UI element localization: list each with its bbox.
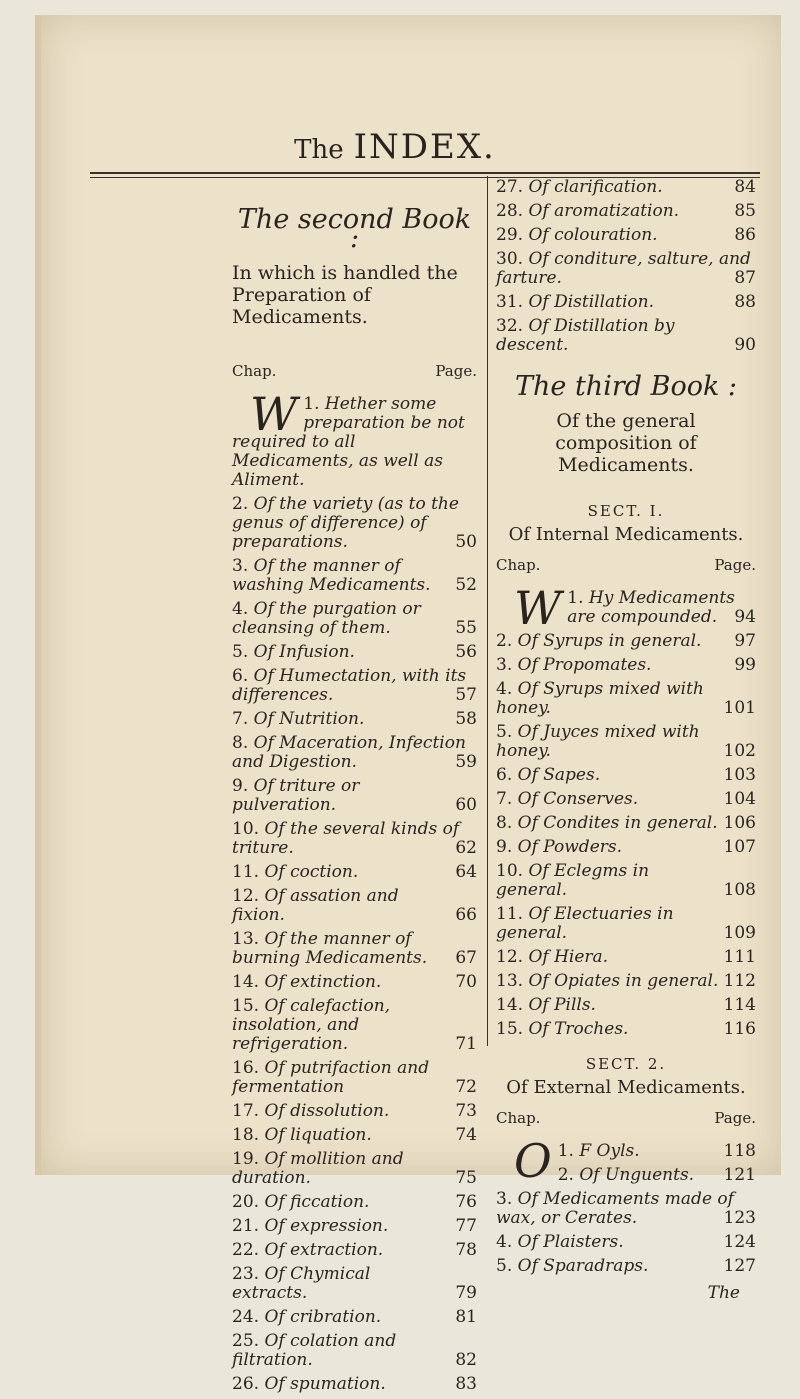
index-entry — [496, 656, 756, 675]
entry-page-number: 75 — [455, 1168, 477, 1188]
entry-title: Of Eclegms in general. — [496, 861, 650, 900]
index-entry — [232, 643, 477, 662]
left-column — [232, 200, 477, 1399]
page-header — [195, 127, 595, 167]
entry-page-number: 118 — [723, 1141, 756, 1161]
entry-title: Of the several kinds of triture. — [232, 819, 460, 858]
entry-page-number: 116 — [723, 1019, 756, 1039]
entry-page-number: 111 — [723, 947, 756, 967]
index-entry — [496, 632, 756, 651]
entry-page-number: 114 — [723, 995, 756, 1015]
entry-title: Of Pills. — [528, 995, 596, 1015]
section-two-entries — [496, 1134, 756, 1276]
entry-number: 16. — [232, 1058, 260, 1078]
drop-capital: O — [514, 1134, 552, 1188]
right-column — [496, 178, 756, 1303]
index-entry — [496, 178, 756, 197]
entry-page-number: 108 — [723, 880, 756, 900]
chap-label: Chap. — [496, 1109, 541, 1127]
right-column-heading-two — [496, 1109, 756, 1128]
entry-title: Of Medicaments made of wax, or Cerates. — [496, 1189, 734, 1228]
index-entry — [232, 387, 477, 490]
entry-title: Of mollition and duration. — [232, 1149, 404, 1188]
entry-number: 8. — [496, 813, 513, 833]
index-entry — [496, 972, 756, 991]
catchword-row — [496, 1281, 756, 1303]
index-entry — [232, 1332, 477, 1370]
entry-number: 12. — [496, 947, 524, 967]
index-entry — [232, 930, 477, 968]
entry-title: F Oyls. — [579, 1141, 640, 1161]
entry-number: 8. — [232, 733, 249, 753]
entry-number: 6. — [496, 765, 513, 785]
entry-title: Of assation and fixion. — [232, 886, 399, 925]
index-entry — [232, 1059, 477, 1097]
entry-number: 7. — [496, 789, 513, 809]
index-entry — [232, 1308, 477, 1327]
entry-title: Of Opiates in general. — [528, 971, 719, 991]
index-entry — [232, 1375, 477, 1394]
entry-number: 2. — [232, 494, 249, 514]
entry-title: Of Plaisters. — [517, 1232, 624, 1252]
entry-title: Of conditure, salture, and farture. — [496, 249, 751, 288]
index-entry — [496, 723, 756, 761]
index-entry — [496, 996, 756, 1015]
entry-number: 14. — [232, 972, 260, 992]
index-entry — [496, 202, 756, 221]
entry-number: 5. — [496, 722, 513, 742]
entry-number: 14. — [496, 995, 524, 1015]
entry-page-number: 72 — [455, 1077, 477, 1097]
section-two-label: SECT. 2. — [585, 1055, 667, 1073]
index-entry — [496, 905, 756, 943]
entry-page-number: 124 — [723, 1232, 756, 1252]
entry-number: 25. — [232, 1331, 260, 1351]
chap-label: Chap. — [496, 556, 541, 574]
entry-page-number: 90 — [734, 335, 756, 355]
entry-page-number: 88 — [734, 292, 756, 312]
second-book-description: In which is handled the Preparation of Medicaments. — [232, 262, 458, 328]
entry-page-number: 82 — [455, 1350, 477, 1370]
index-entry — [232, 557, 477, 595]
entry-number: 5. — [232, 642, 249, 662]
entry-title: Of Infusion. — [253, 642, 355, 662]
entry-title: Of dissolution. — [264, 1101, 390, 1121]
entry-number: 13. — [232, 929, 260, 949]
index-entry — [232, 863, 477, 882]
entry-page-number: 59 — [455, 752, 477, 772]
entry-number: 19. — [232, 1149, 260, 1169]
entry-title: Of Juyces mixed with honey. — [496, 722, 700, 761]
entry-page-number: 58 — [455, 709, 477, 729]
entry-page-number: 60 — [455, 795, 477, 815]
entry-title: Of the manner of burning Medicaments. — [232, 929, 428, 968]
entry-number: 9. — [496, 837, 513, 857]
right-column-heading — [496, 556, 756, 575]
column-divider — [487, 176, 488, 1046]
index-entry — [232, 820, 477, 858]
entry-title: Hether some preparation be not required to all Medicaments, as well as Aliment. — [232, 394, 465, 490]
entry-title: Of ficcation. — [264, 1192, 370, 1212]
catchword: The — [707, 1283, 740, 1303]
index-entry — [232, 973, 477, 992]
entry-page-number: 121 — [723, 1165, 756, 1185]
entry-page-number: 103 — [723, 765, 756, 785]
index-entry — [496, 1233, 756, 1252]
entry-number: 6. — [232, 666, 249, 686]
entry-page-number: 74 — [455, 1125, 477, 1145]
index-entry — [232, 1102, 477, 1121]
entry-number: 5. — [496, 1256, 513, 1276]
entry-title: Of clarification. — [528, 177, 663, 197]
entry-number: 3. — [496, 1189, 513, 1209]
left-column-heading — [232, 362, 477, 381]
entry-number: 9. — [232, 776, 249, 796]
entry-title: Of Nutrition. — [253, 709, 365, 729]
entry-number: 15. — [496, 1019, 524, 1039]
index-entry — [496, 226, 756, 245]
entry-page-number: 70 — [455, 972, 477, 992]
entry-number: 2. — [496, 631, 513, 651]
entry-page-number: 57 — [455, 685, 477, 705]
second-book-entries-continued — [496, 178, 756, 355]
entry-title: Of colouration. — [528, 225, 658, 245]
entry-number: 31. — [496, 292, 524, 312]
entry-number: 23. — [232, 1264, 260, 1284]
entry-number: 18. — [232, 1125, 260, 1145]
entry-page-number: 87 — [734, 268, 756, 288]
index-entry — [232, 1150, 477, 1188]
entry-title: Of spumation. — [264, 1374, 386, 1394]
entry-page-number: 62 — [455, 838, 477, 858]
entry-title: Of Syrups mixed with honey. — [496, 679, 704, 718]
entry-number: 1. — [557, 1141, 574, 1161]
index-entry — [496, 1190, 756, 1228]
index-entry — [496, 948, 756, 967]
entry-number: 7. — [232, 709, 249, 729]
entry-title: Of Chymical extracts. — [232, 1264, 371, 1303]
index-entry — [496, 1020, 756, 1039]
index-entry — [496, 790, 756, 809]
entry-number: 20. — [232, 1192, 260, 1212]
index-entry — [232, 1126, 477, 1145]
entry-title: Of Troches. — [528, 1019, 629, 1039]
entry-title: Of coction. — [264, 862, 359, 882]
entry-page-number: 104 — [723, 789, 756, 809]
entry-title: Hy Medicaments are compounded. — [567, 588, 735, 627]
index-entry — [496, 766, 756, 785]
entry-page-number: 64 — [455, 862, 477, 882]
index-entry — [232, 997, 477, 1054]
entry-page-number: 50 — [455, 532, 477, 552]
entry-number: 11. — [232, 862, 260, 882]
entry-page-number: 81 — [455, 1307, 477, 1327]
drop-capital: W — [250, 387, 298, 441]
entry-title: Of the purgation or cleansing of them. — [232, 599, 421, 638]
entry-title: Of Propomates. — [517, 655, 652, 675]
entry-title: Of extinction. — [264, 972, 382, 992]
entry-page-number: 109 — [723, 923, 756, 943]
entry-title: Of the variety (as to the genus of difference) of preparations. — [232, 494, 459, 552]
entry-title: Of Hiera. — [528, 947, 609, 967]
entry-number: 10. — [232, 819, 260, 839]
entry-title: Of triture or pulveration. — [232, 776, 360, 815]
entry-number: 29. — [496, 225, 524, 245]
index-entry — [496, 581, 756, 635]
entry-number: 22. — [232, 1240, 260, 1260]
entry-title: Of Conserves. — [517, 789, 639, 809]
entry-title: Of Maceration, Infection and Digestion. — [232, 733, 466, 772]
second-book-entries — [232, 387, 477, 1394]
header-pre: The — [294, 135, 344, 165]
entry-number: 4. — [496, 679, 513, 699]
entry-page-number: 79 — [455, 1283, 477, 1303]
entry-page-number: 73 — [455, 1101, 477, 1121]
entry-number: 27. — [496, 177, 524, 197]
entry-page-number: 78 — [455, 1240, 477, 1260]
index-entry — [232, 1217, 477, 1236]
entry-title: Of Condites in general. — [517, 813, 718, 833]
entry-number: 1. — [567, 588, 584, 608]
entry-number: 12. — [232, 886, 260, 906]
entry-title: Of calefaction, insolation, and refrigeration. — [232, 996, 391, 1054]
entry-title: Of the manner of washing Medicaments. — [232, 556, 431, 595]
entry-page-number: 71 — [455, 1034, 477, 1054]
index-entry — [496, 814, 756, 833]
index-entry — [232, 600, 477, 638]
section-one-label: SECT. I. — [587, 502, 665, 520]
entry-page-number: 102 — [723, 741, 756, 761]
entry-title: Of extraction. — [264, 1240, 384, 1260]
entry-page-number: 123 — [723, 1208, 756, 1228]
index-entry — [496, 293, 756, 312]
entry-title: Of expression. — [264, 1216, 389, 1236]
entry-page-number: 112 — [723, 971, 756, 991]
entry-number: 3. — [496, 655, 513, 675]
entry-number: 30. — [496, 249, 524, 269]
index-entry — [232, 1193, 477, 1212]
entry-page-number: 127 — [723, 1256, 756, 1276]
third-book-title: The third Book : — [515, 371, 737, 402]
index-entry — [232, 495, 477, 552]
chap-label: Chap. — [232, 362, 277, 380]
entry-title: Of putrifaction and fermentation — [232, 1058, 430, 1097]
drop-capital: W — [514, 581, 562, 635]
entry-number: 13. — [496, 971, 524, 991]
entry-page-number: 55 — [455, 618, 477, 638]
entry-title: Of Sparadraps. — [517, 1256, 649, 1276]
entry-page-number: 84 — [734, 177, 756, 197]
entry-page-number: 106 — [723, 813, 756, 833]
entry-page-number: 97 — [734, 631, 756, 651]
entry-number: 4. — [232, 599, 249, 619]
entry-title: Of Distillation by descent. — [496, 316, 675, 355]
entry-page-number: 52 — [455, 575, 477, 595]
entry-number: 11. — [496, 904, 524, 924]
page-label: Page. — [714, 1109, 756, 1127]
second-book-title: The second Book : — [237, 204, 472, 254]
index-entry — [496, 1257, 756, 1276]
entry-number: 17. — [232, 1101, 260, 1121]
page-label: Page. — [435, 362, 477, 380]
entry-page-number: 85 — [734, 201, 756, 221]
entry-title: Of Humectation, with its differences. — [232, 666, 467, 705]
entry-title: Of Electuaries in general. — [496, 904, 674, 943]
entry-number: 4. — [496, 1232, 513, 1252]
header-title: INDEX. — [353, 127, 496, 167]
entry-title: Of cribration. — [264, 1307, 382, 1327]
index-entry — [232, 667, 477, 705]
entry-number: 1. — [303, 394, 320, 414]
index-entry — [496, 838, 756, 857]
entry-page-number: 99 — [734, 655, 756, 675]
section-two-description: Of External Medicaments. — [506, 1077, 746, 1098]
index-entry — [232, 1241, 477, 1260]
page-label: Page. — [714, 556, 756, 574]
index-entry — [496, 250, 756, 288]
entry-page-number: 66 — [455, 905, 477, 925]
index-entry — [496, 862, 756, 900]
entry-title: Of Unguents. — [579, 1165, 695, 1185]
entry-title: Of aromatization. — [528, 201, 680, 221]
index-entry — [496, 317, 756, 355]
entry-number: 15. — [232, 996, 260, 1016]
entry-page-number: 77 — [455, 1216, 477, 1236]
index-entry — [232, 887, 477, 925]
third-book-description: Of the general composition of Medicaments. — [555, 410, 697, 476]
entry-page-number: 67 — [455, 948, 477, 968]
entry-number: 2. — [557, 1165, 574, 1185]
entry-page-number: 83 — [455, 1374, 477, 1394]
entry-page-number: 101 — [723, 698, 756, 718]
entry-page-number: 76 — [455, 1192, 477, 1212]
entry-title: Of Sapes. — [517, 765, 601, 785]
index-entry — [496, 1166, 756, 1185]
entry-page-number: 56 — [455, 642, 477, 662]
entry-number: 21. — [232, 1216, 260, 1236]
entry-number: 28. — [496, 201, 524, 221]
index-entry — [496, 680, 756, 718]
entry-page-number: 94 — [734, 607, 756, 627]
entry-title: Of liquation. — [264, 1125, 372, 1145]
section-one-entries — [496, 581, 756, 1039]
entry-number: 32. — [496, 316, 524, 336]
section-one-description: Of Internal Medicaments. — [508, 524, 744, 545]
entry-page-number: 86 — [734, 225, 756, 245]
index-entry — [232, 1265, 477, 1303]
index-entry — [232, 777, 477, 815]
entry-title: Of Syrups in general. — [517, 631, 702, 651]
entry-number: 3. — [232, 556, 249, 576]
entry-title: Of Distillation. — [528, 292, 655, 312]
entry-number: 26. — [232, 1374, 260, 1394]
index-entry — [232, 734, 477, 772]
entry-number: 10. — [496, 861, 524, 881]
entry-title: Of Powders. — [517, 837, 623, 857]
entry-title: Of colation and filtration. — [232, 1331, 397, 1370]
entry-number: 24. — [232, 1307, 260, 1327]
entry-page-number: 107 — [723, 837, 756, 857]
index-entry — [232, 710, 477, 729]
